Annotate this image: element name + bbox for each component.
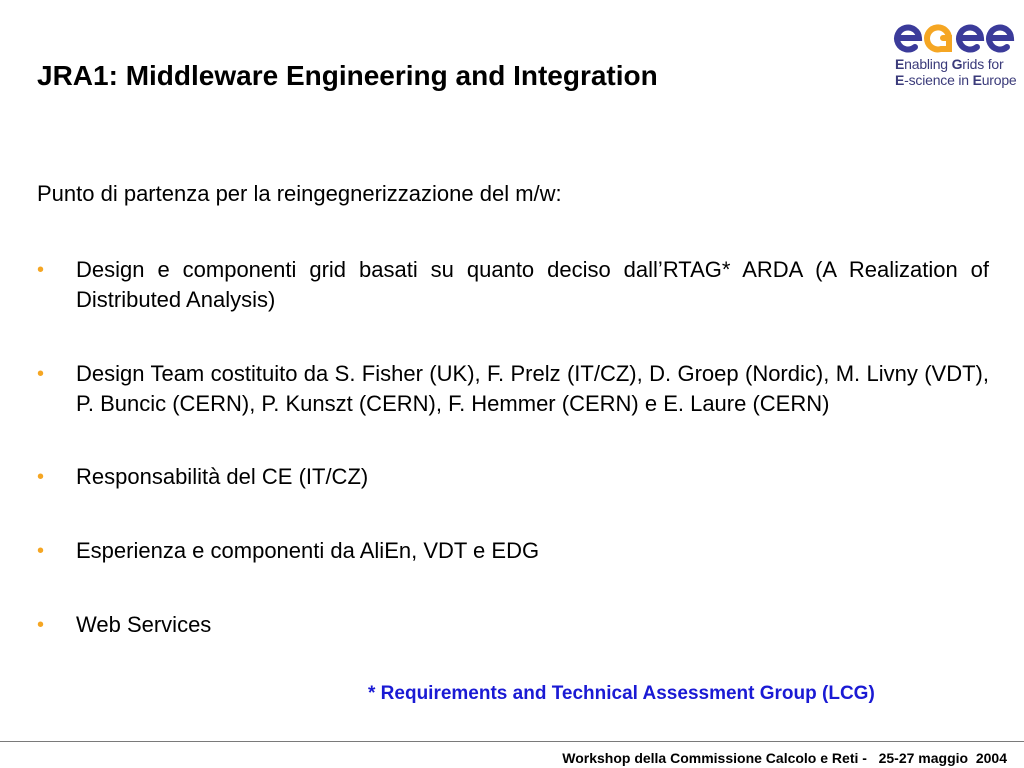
bullet-text: Responsabilità del CE (IT/CZ) [76,464,369,489]
logo-tagline [895,56,1017,88]
bullet-icon: • [37,614,45,636]
bullet-text: Design e componenti grid basati su quanto deciso dall’RTAG* ARDA (A Realization of Distributed Analysis) [76,257,989,312]
bullet-icon: • [37,363,45,385]
bullet-icon: • [37,259,45,281]
bullet-icon: • [37,540,45,562]
egee-wordmark-icon [893,20,1018,56]
footer-divider [0,741,1024,742]
footer-text: Workshop della Commissione Calcolo e Reti - 25-27 maggio 2004 [562,750,1007,766]
bullet-icon: • [37,466,45,488]
bullet-text: Web Services [76,612,212,637]
bullet-text: Design Team costituito da S. Fisher (UK), F. Prelz (IT/CZ), D. Groep (Nordic), M. Livny (VDT), P. Buncic (CERN), P. Kunszt (CERN), F. Hemmer (CERN) e E. Laure (CERN) [76,361,989,416]
bullet-text: Esperienza e componenti da AliEn, VDT e EDG [76,538,540,563]
bullet-item-web-services [37,610,989,640]
bullet-list [37,255,989,640]
bullet-item-experience [37,536,989,566]
slide-title: JRA1: Middleware Engineering and Integration [37,60,658,91]
intro-text: Punto di partenza per la reingegnerizzazione del m/w: [37,181,562,206]
egee-logo [893,20,1018,95]
tagline-line-2: E-science in Europe [895,72,1017,88]
bullet-item-design-team [37,359,989,419]
footnote: * Requirements and Technical Assessment Group (LCG) [368,683,875,704]
bullet-item-design-components [37,255,989,315]
tagline-line-1: Enabling Grids for [895,56,1004,72]
bullet-item-ce-responsibility [37,462,989,492]
